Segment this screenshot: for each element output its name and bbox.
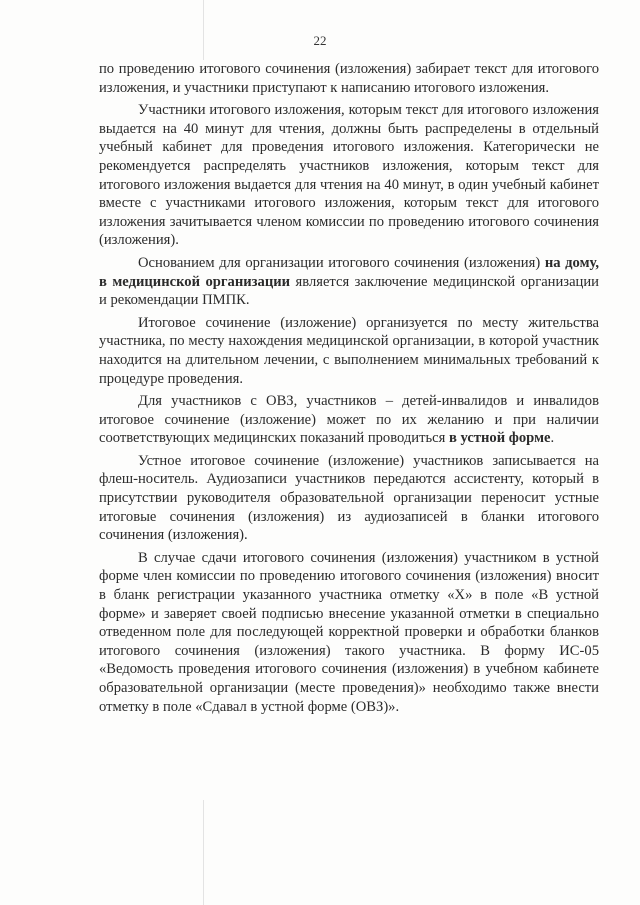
paragraph <box>99 60 599 97</box>
paragraph-text: Устное итоговое сочинение (изложение) участников записывается на флеш-носитель. Аудиозаписи участников передаются ассистенту, который в присутствии руководителя образовательной организации переносит устные итоговые сочинения (изложения) из аудиозаписей в бланки итогового сочинения (изложения). <box>99 452 599 544</box>
paragraph-text: . <box>550 430 555 447</box>
paragraph-text: Участники итогового изложения, которым текст для итогового изложения выдается на 40 минут для чтения, должны быть распределены в отдельный учебный кабинет для проведения итогового изложения. Категорически не рекомендуется распределять участников изложения, которым текст для итогового изложения выдается для чтения на 40 минут, в один учебный кабинет вместе с участниками итогового изложения, которым текст для итогового изложения зачитывается членом комиссии по проведению итогового сочинения (изложения). <box>99 102 599 249</box>
paragraph <box>99 314 599 388</box>
document-body <box>99 60 599 720</box>
paragraph <box>99 254 599 310</box>
paragraph <box>99 392 599 448</box>
paragraph <box>99 452 599 545</box>
bold-text: на дому, в медицинской организации <box>99 254 599 290</box>
scan-artifact-line <box>203 800 204 905</box>
paragraph-text: по проведению итогового сочинения (изложения) забирает текст для итогового изложения, и участники приступают к написанию итогового изложения. <box>99 61 599 96</box>
paragraph-text: Основанием для организации итогового сочинения (изложения) <box>138 254 545 271</box>
paragraph-text: является заключение медицинской организации и рекомендации ПМПК. <box>99 273 599 309</box>
bold-text: в устной форме <box>449 430 551 447</box>
paragraph <box>99 549 599 716</box>
scan-artifact-line <box>203 0 204 60</box>
paragraph-text: Итоговое сочинение (изложение) организуется по месту жительства участника, по месту нахождения медицинской организации, в которой участник находится на длительном лечении, с выполнением минимальных требований к процедуре проведения. <box>99 314 599 387</box>
paragraph-text: В случае сдачи итогового сочинения (изложения) участником в устной форме член комиссии по проведению итогового сочинения (изложения) вносит в бланк регистрации указанного участника отметку «Х» в поле «В устной форме» и заверяет своей подписью внесение указанной отметки в специально отведенном поле для последующей корректной проверки и обработки бланков итогового сочинения (изложения) такого участника. В форму ИС-05 «Ведомость проведения итогового сочинения (изложения) в учебном кабинете образовательной организации (месте проведения)» необходимо также внести отметку в поле «Сдавал в устной форме (ОВЗ)». <box>99 549 599 715</box>
page-number: 22 <box>313 33 327 48</box>
paragraph <box>99 101 599 250</box>
paragraph-text: Для участников с ОВЗ, участников – детей-инвалидов и инвалидов итоговое сочинение (изложение) может по их желанию и при наличии соответствующих медицинских показаний проводиться <box>99 393 599 447</box>
